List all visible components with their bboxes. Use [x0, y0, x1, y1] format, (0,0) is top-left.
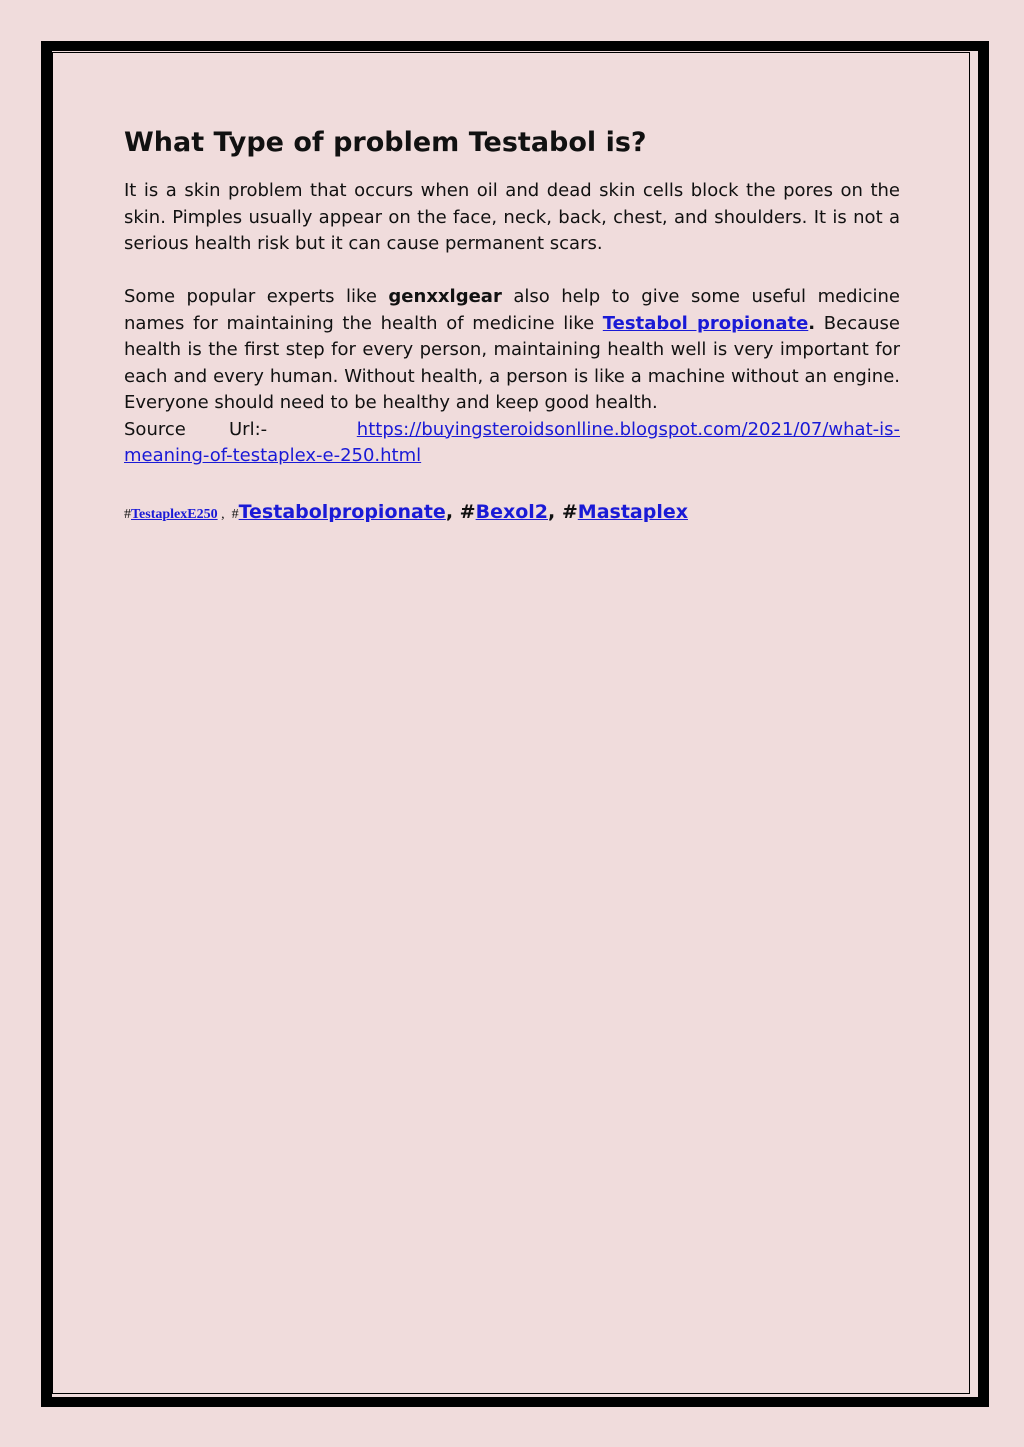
brand-name: genxxlgear: [388, 286, 502, 307]
hashtag-list: [124, 497, 900, 530]
paragraph-skin-problem: It is a skin problem that occurs when oil and dead skin cells block the pores on the skin. Pimples usually appear on the face, neck, back, chest, and shoulders. It is not a serious health risk but it can cause permanent scars.: [124, 180, 900, 254]
hash-symbol: #: [459, 500, 476, 523]
hashtag-testabolpropionate[interactable]: Testabolpropionate: [238, 500, 446, 523]
link-period: .: [808, 312, 816, 334]
source-url-link[interactable]: https://buyingsteroidsonlline.blogspot.com/2021/07/what-is-: [356, 418, 900, 440]
hashtag-bexol2[interactable]: Bexol2: [475, 500, 549, 523]
hashtag-separator: ,: [445, 500, 460, 523]
hash-symbol: #: [124, 506, 131, 522]
source-url-continued: [124, 443, 900, 470]
paragraph-experts: [124, 284, 900, 417]
paragraph-experts-middle: also help to give some useful medicine names for maintaining the health of medicine like: [124, 286, 900, 334]
paragraph-experts-rest: Because health is the first step for every person, maintaining health well is very important for each and every human. Without health, a person is like a machine without an engine. Everyone should need to be healthy and keep good health.: [124, 312, 900, 413]
hashtag-separator: ,: [548, 500, 562, 523]
hashtag-separator: ,: [217, 506, 232, 522]
hashtag-testaplexe250[interactable]: TestaplexE250: [131, 506, 218, 522]
testabol-propionate-link[interactable]: Testabol propionate: [602, 312, 809, 334]
article-body: [124, 122, 900, 530]
hash-symbol: #: [231, 506, 239, 522]
source-line: [124, 417, 900, 444]
source-label: Source: [124, 418, 186, 440]
url-label: Url:-: [229, 418, 268, 440]
source-url-link-continued[interactable]: meaning-of-testaplex-e-250.html: [124, 445, 422, 466]
page-title: What Type of problem Testabol is?: [124, 127, 647, 158]
paragraph-experts-intro: Some popular experts like: [124, 286, 389, 307]
hash-symbol: #: [561, 500, 578, 523]
hashtag-mastaplex[interactable]: Mastaplex: [577, 500, 688, 523]
